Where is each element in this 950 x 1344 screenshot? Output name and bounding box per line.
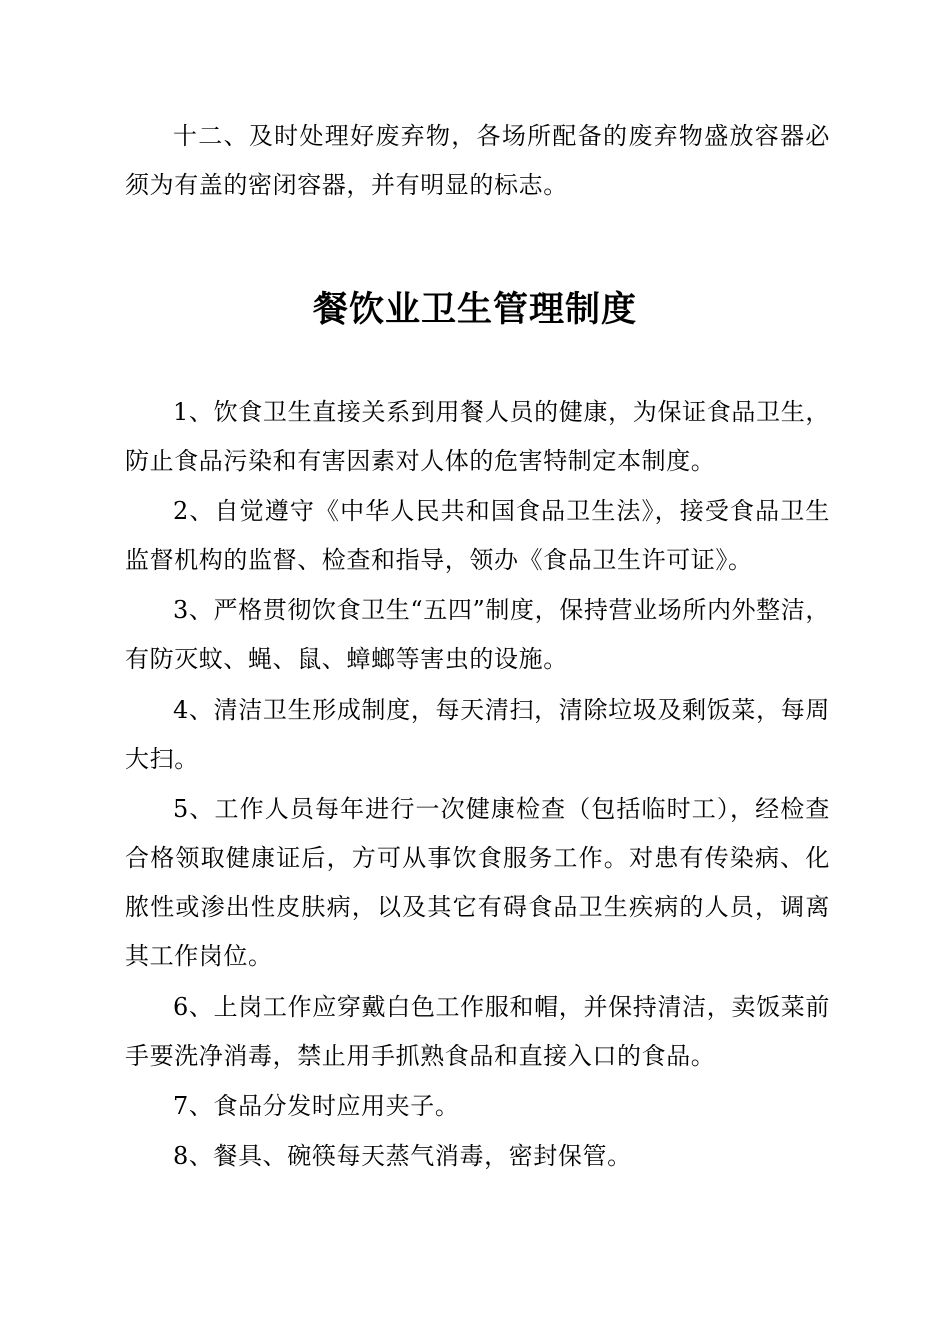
rule-item-2: 2、自觉遵守《中华人民共和国食品卫生法》，接受食品卫生监督机构的监督、检查和指导，领办《食品卫生许可证》。 xyxy=(125,497,830,574)
rule-item-4: 4、清洁卫生形成制度，每天清扫，清除垃圾及剩饭菜，每周大扫。 xyxy=(125,696,830,773)
intro-paragraph: 十二、及时处理好废弃物，各场所配备的废弃物盛放容器必须为有盖的密闭容器，并有明显的标志。 xyxy=(125,122,830,199)
rule-item-3: 3、严格贯彻饮食卫生“五四”制度，保持营业场所内外整洁，有防灭蚊、蝇、鼠、蟑螂等害虫的设施。 xyxy=(125,596,830,673)
rule-item-8: 8、餐具、碗筷每天蒸气消毒，密封保管。 xyxy=(173,1142,632,1170)
rule-item-1: 1、饮食卫生直接关系到用餐人员的健康，为保证食品卫生，防止食品污染和有害因素对人体的危害特制定本制度。 xyxy=(125,398,830,475)
rule-item-7: 7、食品分发时应用夹子。 xyxy=(173,1092,460,1120)
rule-item-5: 5、工作人员每年进行一次健康检查（包括临时工），经检查合格领取健康证后，方可从事饮食服务工作。对患有传染病、化脓性或渗出性皮肤病，以及其它有碍食品卫生疾病的人员，调离其工作岗位。 xyxy=(125,795,830,970)
document-title: 餐饮业卫生管理制度 xyxy=(312,290,637,330)
rule-item-6: 6、上岗工作应穿戴白色工作服和帽，并保持清洁，卖饭菜前手要洗净消毒，禁止用手抓熟食品和直接入口的食品。 xyxy=(125,993,830,1070)
